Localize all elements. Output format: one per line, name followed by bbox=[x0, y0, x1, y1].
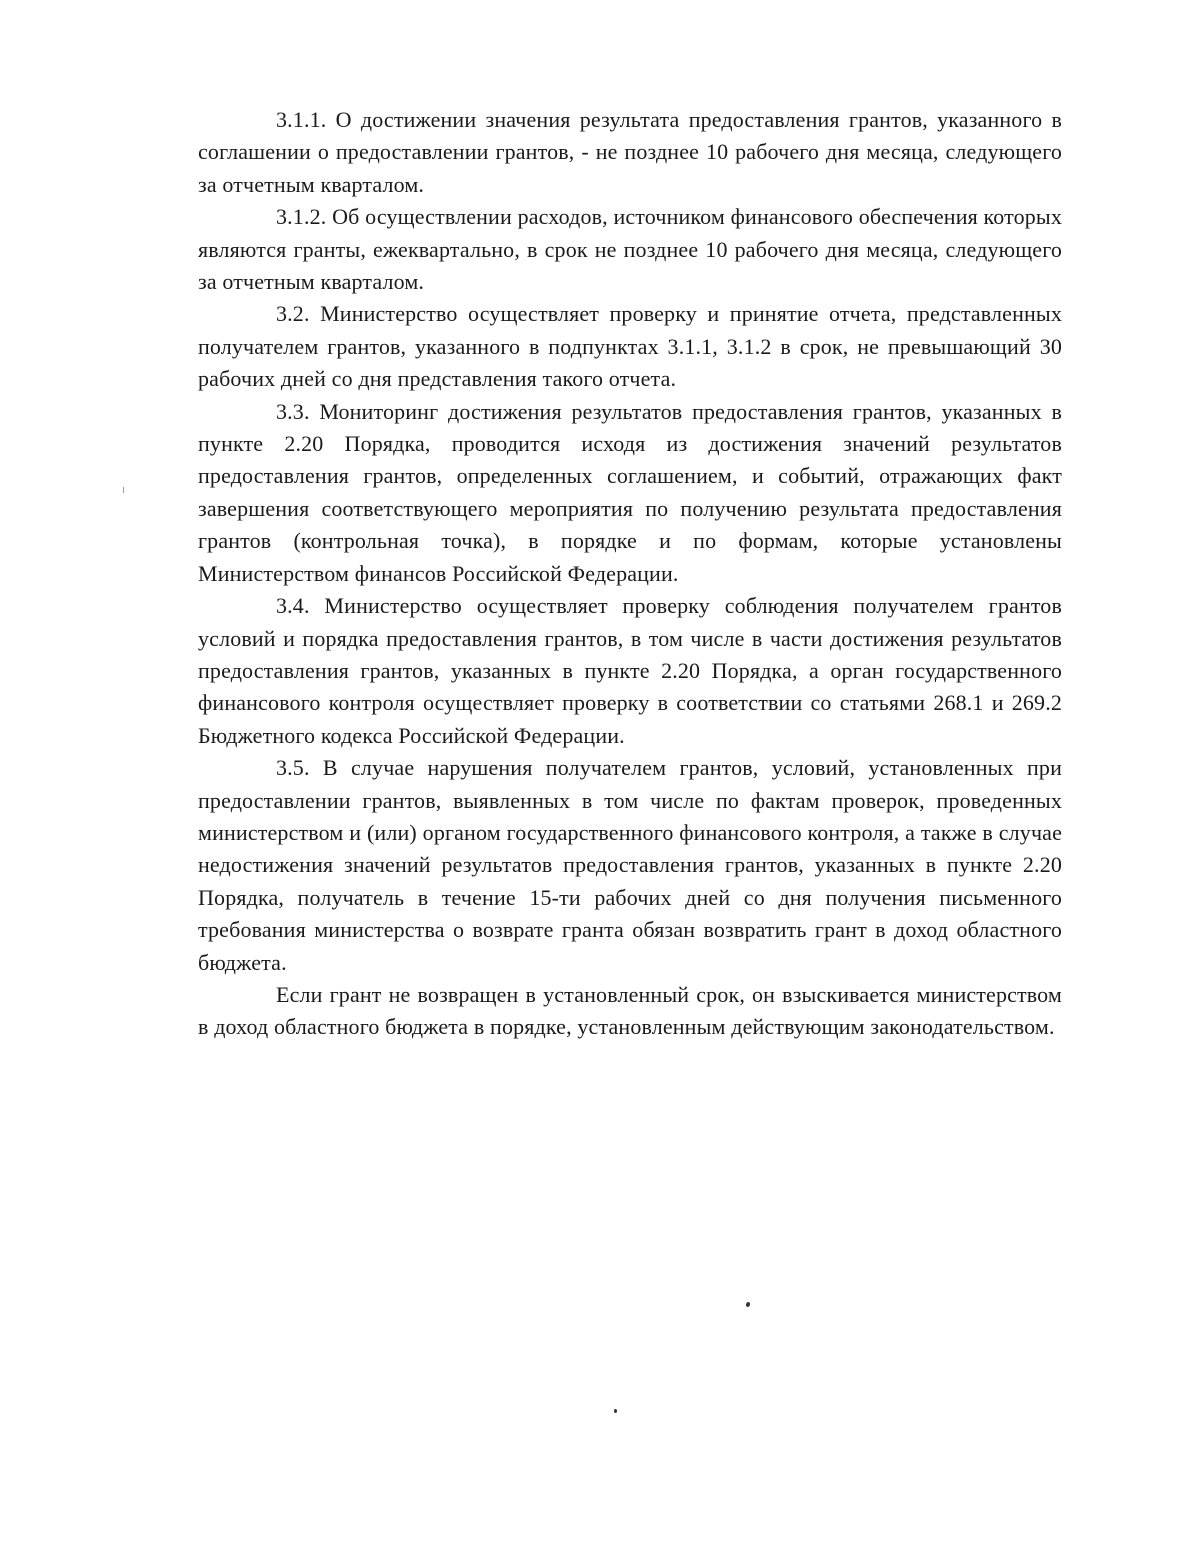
paragraph-refund-note: Если грант не возвращен в установленный срок, он взыскивается министерством в доход областного бюджета в порядке, установленным действующим законодательством. bbox=[198, 981, 1062, 1040]
paragraph-3-2: 3.2. Министерство осуществляет проверку и принятие отчета, представленных получателем грантов, указанного в подпунктах 3.1.1, 3.1.2 в срок, не превышающий 30 рабочих дней со дня представления такого отчета. bbox=[198, 301, 1062, 392]
paragraph-3-1-2: 3.1.2. Об осуществлении расходов, источником финансового обеспечения которых являются гранты, ежеквартально, в срок не позднее 10 рабочего дня месяца, следующего за отчетным кварталом. bbox=[198, 204, 1062, 295]
paragraph-3-4: 3.4. Министерство осуществляет проверку соблюдения получателем грантов условий и порядка предоставления грантов, в том числе в части достижения результатов предоставления грантов, указанных в пункте 2.20 Порядка, а орган государственного финансового контроля осуществляет проверку в соответствии со статьями 268.1 и 269.2 Бюджетного кодекса Российской Федерации. bbox=[198, 593, 1062, 748]
document-body bbox=[198, 104, 1062, 1044]
paragraph-3-1-1: 3.1.1. О достижении значения результата предоставления грантов, указанного в соглашении о предоставлении грантов, - не позднее 10 рабочего дня месяца, следующего за отчетным кварталом. bbox=[198, 107, 1062, 197]
scan-speck bbox=[123, 487, 124, 493]
scan-speck bbox=[745, 1301, 750, 1307]
paragraph-3-5: 3.5. В случае нарушения получателем грантов, условий, установленных при предоставлении грантов, выявленных в том числе по фактам проверок, проведенных министерством и (или) органом государственного финансового контроля, а также в случае недостижения значений результатов предоставления грантов, указанных в пункте 2.20 Порядка, получатель в течение 15-ти рабочих дней со дня получения письменного требования министерства о возврате гранта обязан возвратить грант в доход областного бюджета. bbox=[198, 755, 1062, 975]
scan-speck bbox=[614, 1409, 617, 1413]
paragraph-3-3: 3.3. Мониторинг достижения результатов предоставления грантов, указанных в пункте 2.20 Порядка, проводится исходя из достижения значений результатов предоставления грантов, определенных соглашением, и событий, отражающих факт завершения соответствующего мероприятия по получению результата предоставления грантов (контрольная точка), в порядке и по формам, которые установлены Министерством финансов Российской Федерации. bbox=[198, 398, 1062, 586]
